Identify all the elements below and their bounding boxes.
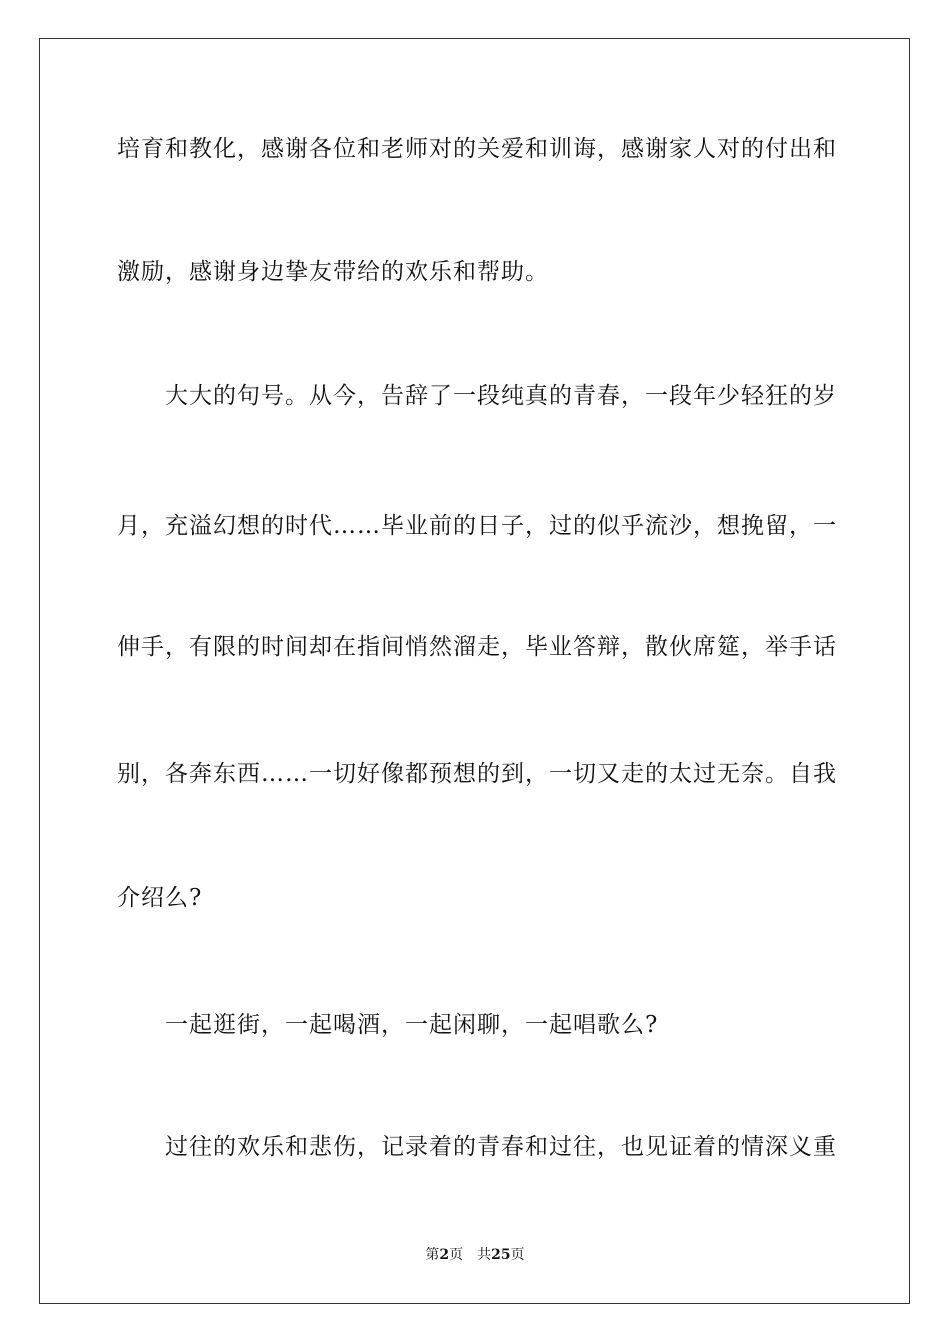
paragraph-line-7: 介绍么? xyxy=(117,885,203,911)
footer-total-prefix: 共 xyxy=(477,1247,492,1263)
paragraph-line-2: 激励，感谢身边挚友带给的欢乐和帮助。 xyxy=(117,259,549,285)
paragraph-line-8: 一起逛街，一起喝酒，一起闲聊，一起唱歌么? xyxy=(165,1012,659,1038)
paragraph-line-1: 培育和教化，感谢各位和老师对的关爱和训诲，感谢家人对的付出和 xyxy=(117,136,837,162)
paragraph-line-5: 伸手，有限的时间却在指间悄然溜走，毕业答辩，散伙席筵，举手话 xyxy=(117,634,837,660)
footer-page-prefix: 第 xyxy=(425,1247,440,1263)
footer-page-number: 2 xyxy=(439,1247,450,1263)
page-frame xyxy=(39,38,910,1304)
footer-total-pages: 25 xyxy=(491,1247,511,1263)
paragraph-line-3: 大大的句号。从今，告辞了一段纯真的青春，一段年少轻狂的岁 xyxy=(165,383,837,409)
paragraph-line-6: 别，各奔东西……一切好像都预想的到，一切又走的太过无奈。自我 xyxy=(117,761,837,787)
page-footer xyxy=(0,1246,950,1264)
paragraph-line-4: 月，充溢幻想的时代……毕业前的日子，过的似乎流沙，想挽留，一 xyxy=(117,513,837,539)
footer-total-suffix: 页 xyxy=(510,1247,525,1263)
footer-page-suffix: 页 xyxy=(449,1247,464,1263)
paragraph-line-9: 过往的欢乐和悲伤，记录着的青春和过往，也见证着的情深义重 xyxy=(165,1134,837,1160)
